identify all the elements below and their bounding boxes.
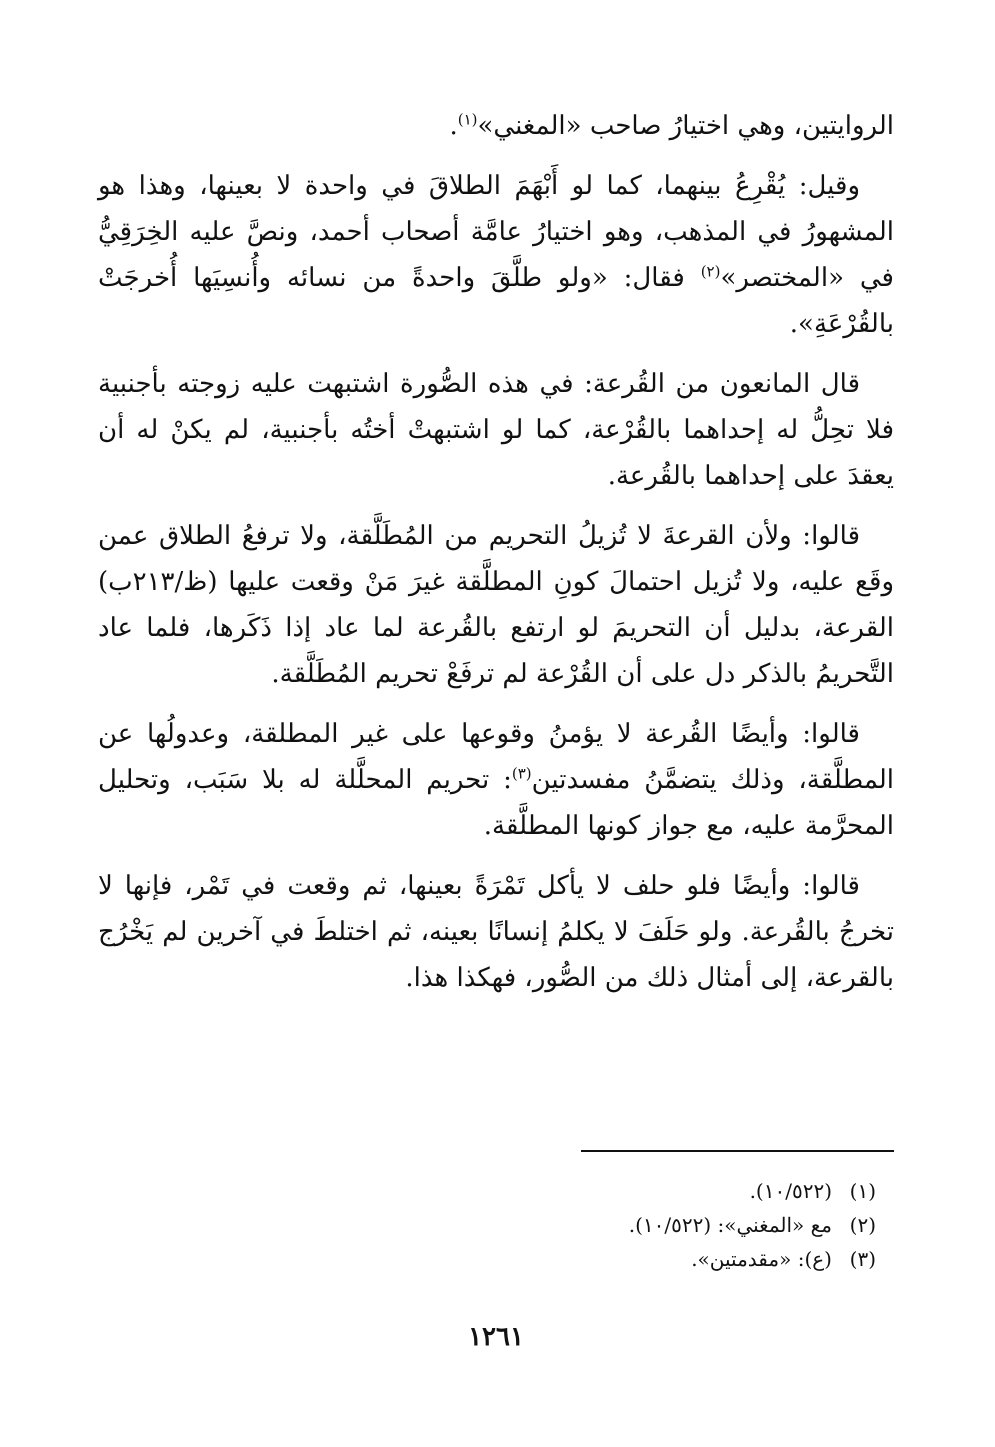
footnote-ref-3: (٣) [511,764,532,783]
paragraph-4 [98,513,894,697]
footnote-text: (ع): «مقدمتين». [691,1247,832,1271]
footnote-3 [116,1242,876,1276]
paragraph-5 [98,711,894,849]
main-text [98,103,894,1015]
footnote-text: (١٠/٥٢٢). [749,1179,832,1203]
paragraph-text: قالوا: وأيضًا فلو حلف لا يأكل تَمْرَةً بعينها، ثم وقعت في تَمْر، فإنها لا تخرجُ بالقُرعة. ولو حَلَفَ لا يكلمُ إنسانًا بعينه، ثم اختلطَ في آخرين لم يَخْرُج بالقرعة، إلى أمثال ذلك من الصُّور، فهكذا هذا. [98,871,894,993]
paragraph-2 [98,163,894,347]
footnote-number: (١) [849,1179,876,1203]
paragraph-text: وقيل: يُقْرِعُ بينهما، كما لو أَبْهَمَ الطلاقَ في واحدة لا بعينها، وهذا هو المشهورُ في المذهب، وهو اختيارُ عامَّة أصحاب أحمد، ونصَّ عليه الخِرَقِيُّ في «المختصر» [98,171,894,293]
footnote-ref-1: (١) [457,110,478,129]
paragraph-1 [98,103,894,149]
footnote-number: (٣) [849,1247,876,1271]
paragraph-text: الروايتين، وهي اختيارُ صاحب «المغني» [477,111,894,141]
paragraph-text: قالوا: ولأن القرعةَ لا تُزيلُ التحريم من المُطَلَّقة، ولا ترفعُ الطلاق عمن وقَع عليه، ولا تُزيل احتمالَ كونِ المطلَّقة غيرَ مَنْ وقعت عليها (ظ/٢١٣ب) القرعة، بدليل أن التحريمَ لو ارتفع بالقُرعة لما عاد إذا ذَكَرها، فلما عاد التَّحريمُ بالذكر دل على أن القُرْعة لم ترفَعْ تحريم المُطَلَّقة. [98,521,894,689]
paragraph-text: قالوا: وأيضًا القُرعة لا يؤمنُ وقوعها على غير المطلقة، وعدولُها عن المطلَّقة، وذلك يتضمَّنُ مفسدتين [98,719,895,795]
paragraph-text: قال المانعون من القُرعة: في هذه الصُّورة اشتبهت عليه زوجته بأجنبية فلا تحِلُّ له إحداهما بالقُرْعة، كما لو اشتبهتْ أختُه بأجنبية، لم يكنْ له أن يعقدَ على إحداهما بالقُرعة. [98,369,895,491]
footnote-1 [116,1174,876,1208]
paragraph-3 [98,361,894,499]
paragraph-text-tail: . [449,111,458,141]
footnote-number: (٢) [849,1213,876,1237]
footnote-ref-2: (٢) [700,262,721,281]
paragraph-text-tail: : تحريم المحلَّلة له بلا سَبَب، وتحليل المحرَّمة عليه، مع جواز كونها المطلَّقة. [98,765,894,841]
footnote-2 [116,1208,876,1242]
paragraph-text-tail: فقال: «ولو طلَّقَ واحدةً من نسائه وأُنسِيَها أُخرجَتْ بالقُرْعَةِ». [98,263,894,339]
footnote-text: مع «المغني»: (١٠/٥٢٢). [628,1213,832,1237]
paragraph-6 [98,863,894,1001]
footnote-separator [581,1150,894,1152]
book-page [98,0,894,1447]
page-number: ١٢٦١ [468,1322,524,1352]
footnotes [116,1174,876,1276]
